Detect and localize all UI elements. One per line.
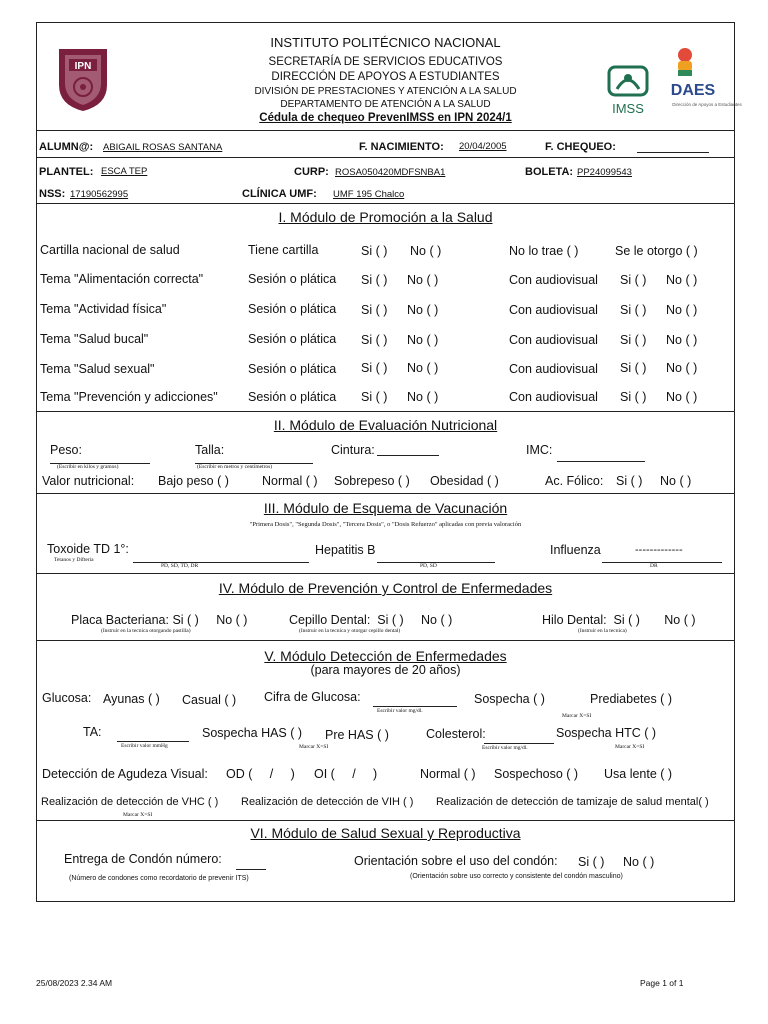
form-title: Cédula de chequeo PrevenIMSS en IPN 2024/1 <box>259 112 512 124</box>
cepillo-dental-options[interactable]: Cepillo Dental: Si ( ) No ( ) <box>289 613 453 627</box>
pre-has-option[interactable]: Pre HAS ( ) <box>325 728 389 742</box>
ta-hint: Escribir valor mmHg <box>121 743 168 749</box>
plantel-label: PLANTEL: <box>39 166 94 178</box>
usa-lente-option[interactable]: Usa lente ( ) <box>604 767 673 781</box>
tema-label: Tema "Salud sexual" <box>40 362 155 376</box>
svg-text:DAES: DAES <box>670 82 716 99</box>
tema-label: Tema "Salud bucal" <box>40 332 149 346</box>
cartilla-label: Cartilla nacional de salud <box>40 243 180 257</box>
sesion-no-option[interactable]: No ( ) <box>407 273 439 287</box>
institution-name: INSTITUTO POLITÉCNICO NACIONAL <box>270 35 501 50</box>
divider <box>37 493 734 494</box>
peso-hint: (Escribir en kilos y gramos) <box>57 464 119 470</box>
sesion-si-option[interactable]: Si ( ) <box>361 390 388 404</box>
cartilla-no-option[interactable]: No ( ) <box>410 244 442 258</box>
divider <box>37 573 734 574</box>
chequeo-line[interactable] <box>637 152 709 153</box>
glucosa-label: Glucosa: <box>42 691 92 705</box>
toxoide-line[interactable] <box>133 562 309 563</box>
agudeza-normal-option[interactable]: Normal ( ) <box>420 767 476 781</box>
tema-label: Tema "Actividad física" <box>40 302 167 316</box>
audiovisual-label: Con audiovisual <box>509 390 598 404</box>
audiovisual-label: Con audiovisual <box>509 362 598 376</box>
tiene-cartilla-label: Tiene cartilla <box>248 243 319 257</box>
sesion-label: Sesión o plática <box>248 362 337 376</box>
audiovisual-si-option[interactable]: Si ( ) <box>620 333 647 347</box>
svg-text:Dirección de Apoyos a Estudian: Dirección de Apoyos a Estudiantes <box>672 102 742 107</box>
marcar-hint: Marcar X=SI <box>123 812 153 818</box>
audiovisual-no-option[interactable]: No ( ) <box>666 333 698 347</box>
orientacion-hint: (Orientación sobre uso correcto y consistente del condón masculino) <box>410 873 623 880</box>
vhc-option[interactable]: Realización de detección de VHC ( ) <box>41 796 219 808</box>
marcar-hint: Marcar X=SI <box>562 713 592 719</box>
audiovisual-no-option[interactable]: No ( ) <box>666 361 698 375</box>
orientacion-no-option[interactable]: No ( ) <box>623 855 655 869</box>
peso-label: Peso: <box>50 443 82 457</box>
hepatitis-codes: PD, SD <box>420 563 437 569</box>
boleta-label: BOLETA: <box>525 166 574 178</box>
divider <box>37 157 734 158</box>
sesion-no-option[interactable]: No ( ) <box>407 390 439 404</box>
cintura-label: Cintura: <box>331 443 375 457</box>
section-3-title: III. Módulo de Esquema de Vacunación <box>263 500 508 516</box>
alumno-value: ABIGAIL ROSAS SANTANA <box>103 142 223 153</box>
audiovisual-label: Con audiovisual <box>509 303 598 317</box>
oi-field[interactable]: OI ( / ) <box>314 767 378 781</box>
header-line-4: DIVISIÓN DE PRESTACIONES Y ATENCIÓN A LA SALUD <box>254 86 517 97</box>
hilo-hint: (Instruir en la tecnica) <box>578 628 627 634</box>
clinica-value: UMF 195 Chalco <box>333 189 405 200</box>
casual-option[interactable]: Casual ( ) <box>182 693 237 707</box>
influenza-label: Influenza <box>550 543 601 557</box>
sesion-si-option[interactable]: Si ( ) <box>361 303 388 317</box>
obesidad-option[interactable]: Obesidad ( ) <box>430 474 499 488</box>
chequeo-label: F. CHEQUEO: <box>545 141 616 153</box>
audiovisual-label: Con audiovisual <box>509 273 598 287</box>
imc-line[interactable] <box>557 461 645 462</box>
section-5-subtitle: (para mayores de 20 años) <box>310 663 461 677</box>
sobrepeso-option[interactable]: Sobrepeso ( ) <box>334 474 410 488</box>
ayunas-option[interactable]: Ayunas ( ) <box>103 692 160 706</box>
bajo-peso-option[interactable]: Bajo peso ( ) <box>158 474 229 488</box>
daes-logo <box>661 43 742 117</box>
audiovisual-no-option[interactable]: No ( ) <box>666 303 698 317</box>
colesterol-label: Colesterol: <box>426 727 486 741</box>
plantel-value: ESCA TEP <box>101 166 148 177</box>
folico-si-option[interactable]: Si ( ) <box>616 474 643 488</box>
sospecha-glucosa-option[interactable]: Sospecha ( ) <box>474 692 545 706</box>
prediabetes-option[interactable]: Prediabetes ( ) <box>590 692 672 706</box>
header-line-2: SECRETARÍA DE SERVICIOS EDUCATIVOS <box>268 56 503 68</box>
hepatitis-label: Hepatitis B <box>315 543 376 557</box>
tema-label: Tema "Prevención y adicciones" <box>40 390 218 404</box>
colesterol-hint: Escribir valor mg/dl. <box>482 745 528 751</box>
agudeza-visual-label: Detección de Agudeza Visual: <box>42 767 208 781</box>
sesion-label: Sesión o plática <box>248 302 337 316</box>
condon-label: Entrega de Condón número: <box>64 852 222 866</box>
influenza-code: DR <box>650 563 658 569</box>
imss-logo <box>603 63 655 119</box>
cifra-glucosa-label: Cifra de Glucosa: <box>264 690 361 704</box>
influenza-line[interactable] <box>602 562 722 563</box>
valor-nutricional-label: Valor nutricional: <box>42 474 135 488</box>
sospecha-has-option[interactable]: Sospecha HAS ( ) <box>202 726 303 740</box>
ta-label: TA: <box>83 725 102 739</box>
sesion-no-option[interactable]: No ( ) <box>407 361 439 375</box>
nacimiento-label: F. NACIMIENTO: <box>359 141 444 153</box>
toxoide-codes: PD, SD, TD, DR <box>161 563 199 569</box>
divider <box>37 820 734 821</box>
od-field[interactable]: OD ( / ) <box>226 767 295 781</box>
boleta-value: PP24099543 <box>577 167 632 178</box>
orientacion-label: Orientación sobre el uso del condón: <box>354 854 558 868</box>
cartilla-si-option[interactable]: Si ( ) <box>361 244 388 258</box>
section-4-title: IV. Módulo de Prevención y Control de Enfermedades <box>218 580 553 596</box>
sesion-si-option[interactable]: Si ( ) <box>361 361 388 375</box>
audiovisual-si-option[interactable]: Si ( ) <box>620 273 647 287</box>
section-6-title: VI. Módulo de Salud Sexual y Reproductiva <box>250 825 521 841</box>
sesion-no-option[interactable]: No ( ) <box>407 333 439 347</box>
vacunacion-note: "Primera Dosis", "Segunda Dosis", "Tercera Dosis", o "Dosis Refuerzo" aplicadas con previa valoración <box>249 521 522 528</box>
imc-label: IMC: <box>526 443 553 457</box>
cifra-glucosa-line[interactable] <box>373 706 457 707</box>
normal-option[interactable]: Normal ( ) <box>262 474 318 488</box>
audiovisual-si-option[interactable]: Si ( ) <box>620 390 647 404</box>
tema-label: Tema "Alimentación correcta" <box>40 272 204 286</box>
tamizaje-option[interactable]: Realización de detección de tamizaje de salud mental( ) <box>436 796 709 808</box>
divider <box>37 130 734 131</box>
nacimiento-value: 20/04/2005 <box>459 141 507 152</box>
no-lo-trae-option[interactable]: No lo trae ( ) <box>509 244 579 258</box>
divider <box>37 203 734 204</box>
divider <box>37 411 734 412</box>
talla-hint: (Escribir en metros y centímetros) <box>197 464 273 470</box>
nss-value: 17190562995 <box>70 189 129 200</box>
toxoide-sub: Tetanos y Difteria <box>54 557 94 563</box>
curp-value: ROSA050420MDFSNBA1 <box>335 167 446 178</box>
influenza-dash: ------------- <box>635 544 683 556</box>
footer-page: Page 1 of 1 <box>640 978 684 988</box>
nss-label: NSS: <box>39 188 66 200</box>
audiovisual-si-option[interactable]: Si ( ) <box>620 361 647 375</box>
cifra-glucosa-hint: Escribir valor mg/dl. <box>377 708 423 714</box>
condon-hint: (Número de condones como recordatorio de prevenir ITS) <box>69 875 249 882</box>
svg-text:IPN: IPN <box>74 61 92 72</box>
alumno-label: ALUMN@: <box>39 141 94 153</box>
vih-option[interactable]: Realización de detección de VIH ( ) <box>241 796 414 808</box>
svg-text:IMSS: IMSS <box>612 101 644 116</box>
condon-line[interactable] <box>236 869 266 870</box>
orientacion-si-option[interactable]: Si ( ) <box>578 855 605 869</box>
ta-line[interactable] <box>117 741 189 742</box>
section-2-title: II. Módulo de Evaluación Nutricional <box>273 417 498 433</box>
sesion-label: Sesión o plática <box>248 390 337 404</box>
audiovisual-si-option[interactable]: Si ( ) <box>620 303 647 317</box>
audiovisual-label: Con audiovisual <box>509 333 598 347</box>
header-line-3: DIRECCIÓN DE APOYOS A ESTUDIANTES <box>271 71 500 83</box>
audiovisual-no-option[interactable]: No ( ) <box>666 390 698 404</box>
sospecha-htc-option[interactable]: Sospecha HTC ( ) <box>556 726 657 740</box>
sesion-si-option[interactable]: Si ( ) <box>361 333 388 347</box>
sospechoso-option[interactable]: Sospechoso ( ) <box>494 767 579 781</box>
sesion-label: Sesión o plática <box>248 272 337 286</box>
header-line-5: DEPARTAMENTO DE ATENCIÓN A LA SALUD <box>280 99 491 110</box>
curp-label: CURP: <box>294 166 329 178</box>
placa-bacteriana-options[interactable]: Placa Bacteriana: Si ( ) No ( ) <box>71 613 248 627</box>
footer-datetime: 25/08/2023 2.34 AM <box>36 978 113 988</box>
folico-no-option[interactable]: No ( ) <box>660 474 692 488</box>
section-1-title: I. Módulo de Promoción a la Salud <box>278 209 493 225</box>
placa-hint: (Instruir en la tecnica otorgando pastilla) <box>101 628 191 634</box>
form-sheet <box>36 22 742 902</box>
marcar-hint: Marcar X=SI <box>299 744 329 750</box>
clinica-label: CLÍNICA UMF: <box>242 188 317 200</box>
toxoide-label: Toxoide TD 1°: <box>47 542 129 556</box>
sesion-no-option[interactable]: No ( ) <box>407 303 439 317</box>
marcar-hint: Marcar X=SI <box>615 744 645 750</box>
cepillo-hint: (Instruir en la tecnica y otorgar cepillo dental) <box>299 628 401 634</box>
se-le-otorgo-option[interactable]: Se le otorgo ( ) <box>615 244 698 258</box>
divider <box>37 640 734 641</box>
sesion-si-option[interactable]: Si ( ) <box>361 273 388 287</box>
colesterol-line[interactable] <box>484 743 554 744</box>
audiovisual-no-option[interactable]: No ( ) <box>666 273 698 287</box>
acido-folico-label: Ac. Fólico: <box>545 474 604 488</box>
hilo-dental-options[interactable]: Hilo Dental: Si ( ) No ( ) <box>542 613 696 627</box>
section-5-title: V. Módulo Detección de Enfermedades <box>264 648 507 664</box>
talla-label: Talla: <box>195 443 225 457</box>
sesion-label: Sesión o plática <box>248 332 337 346</box>
cintura-line[interactable] <box>377 455 439 456</box>
